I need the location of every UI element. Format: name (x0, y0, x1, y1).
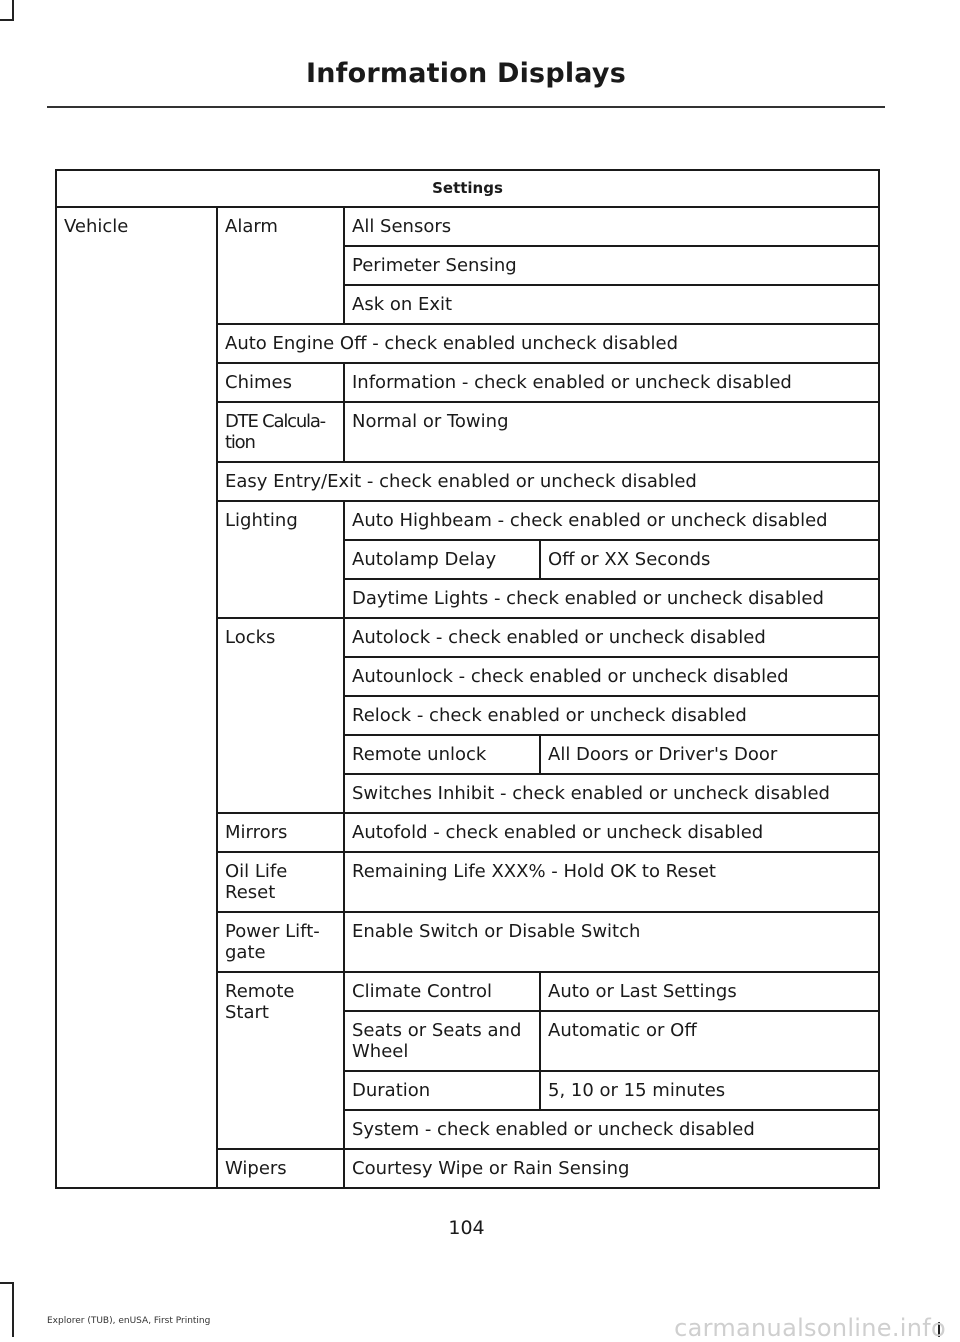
setting-dte-calculation: DTE Calcula- tion (217, 402, 344, 462)
chimes-value: Information - check enabled or uncheck disabled (344, 363, 879, 402)
footer-text: Explorer (TUB), enUSA, First Printing (47, 1316, 211, 1326)
page-title: Information Displays (306, 58, 626, 89)
table-caption: Settings (56, 170, 879, 207)
duration-value: 5, 10 or 15 minutes (540, 1071, 879, 1110)
setting-lighting: Lighting (217, 501, 344, 618)
crop-mark-top-left (12, 0, 14, 20)
climate-control-value: Auto or Last Settings (540, 972, 879, 1011)
crop-mark-bottom-left-h (0, 1282, 14, 1284)
setting-mirrors: Mirrors (217, 813, 344, 852)
seats-value: Automatic or Off (540, 1011, 879, 1071)
locks-relock: Relock - check enabled or uncheck disabled (344, 696, 879, 735)
oil-life-value: Remaining Life XXX% - Hold OK to Reset (344, 852, 879, 912)
setting-chimes: Chimes (217, 363, 344, 402)
setting-remote-start: Remote Start (217, 972, 344, 1149)
lighting-auto-highbeam: Auto Highbeam - check enabled or uncheck disabled (344, 501, 879, 540)
remote-start-seats: Seats or Seats and Wheel (344, 1011, 540, 1071)
lighting-autolamp-delay: Autolamp Delay (344, 540, 540, 579)
crop-mark-bottom-left (12, 1283, 14, 1337)
dte-value: Normal or Towing (344, 402, 879, 462)
remote-unlock-value: All Doors or Driver's Door (540, 735, 879, 774)
alarm-option: All Sensors (344, 207, 879, 246)
setting-alarm: Alarm (217, 207, 344, 324)
setting-wipers: Wipers (217, 1149, 344, 1188)
watermark: carmanualsonline.info (674, 1314, 946, 1342)
category-vehicle: Vehicle (56, 207, 217, 1188)
alarm-option: Ask on Exit (344, 285, 879, 324)
setting-auto-engine-off: Auto Engine Off - check enabled uncheck disabled (217, 324, 879, 363)
wipers-value: Courtesy Wipe or Rain Sensing (344, 1149, 879, 1188)
power-liftgate-value: Enable Switch or Disable Switch (344, 912, 879, 972)
page-number: 104 (448, 1217, 485, 1239)
setting-oil-life-reset: Oil Life Reset (217, 852, 344, 912)
lighting-daytime-lights: Daytime Lights - check enabled or uncheck disabled (344, 579, 879, 618)
locks-switches-inhibit: Switches Inhibit - check enabled or uncheck disabled (344, 774, 879, 813)
remote-start-system: System - check enabled or uncheck disabled (344, 1110, 879, 1149)
title-divider (47, 106, 885, 108)
locks-autolock: Autolock - check enabled or uncheck disabled (344, 618, 879, 657)
alarm-option: Perimeter Sensing (344, 246, 879, 285)
setting-easy-entry: Easy Entry/Exit - check enabled or uncheck disabled (217, 462, 879, 501)
setting-locks: Locks (217, 618, 344, 813)
locks-autounlock: Autounlock - check enabled or uncheck disabled (344, 657, 879, 696)
crop-mark-top-left-h (0, 19, 14, 21)
remote-start-climate-control: Climate Control (344, 972, 540, 1011)
mirrors-value: Autofold - check enabled or uncheck disabled (344, 813, 879, 852)
remote-start-duration: Duration (344, 1071, 540, 1110)
locks-remote-unlock: Remote unlock (344, 735, 540, 774)
setting-power-liftgate: Power Lift- gate (217, 912, 344, 972)
autolamp-delay-value: Off or XX Seconds (540, 540, 879, 579)
settings-table (55, 169, 880, 1189)
